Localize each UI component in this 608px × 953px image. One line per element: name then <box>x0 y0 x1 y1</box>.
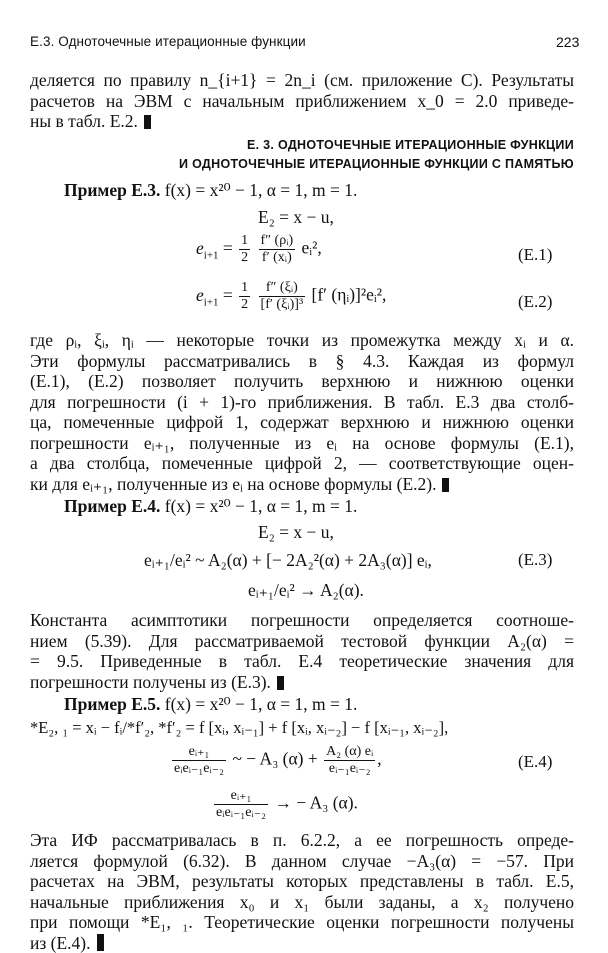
example-e3-paragraph <box>30 330 574 494</box>
equation-e2: $e_{i+1}$ = $\frac{1}{2}$ $\frac{\text{f″ (ξᵢ)}}{\text{[f′ (ξᵢ)]³}}$ [f′ (ηᵢ)]²eᵢ², <box>196 280 386 313</box>
equation-e2-definition: E₂ = x − u, <box>258 207 334 228</box>
equation-number: (Е.3) <box>518 550 552 570</box>
running-header-title: Е.3. Одноточечные итерационные функции <box>30 34 306 49</box>
text-line: ца, помеченные цифрой 1, содержат верхнюю и нижнюю оценки <box>30 412 574 433</box>
text-line: Константа асимптотики погрешности определяется соотноше- <box>30 610 574 631</box>
equation-number: (Е.1) <box>518 245 552 265</box>
text-line: где ρᵢ, ξᵢ, ηᵢ — некоторые точки из промежутка между xᵢ и α. <box>30 330 574 351</box>
text-line: из (Е.4). <box>30 933 574 953</box>
text-line: начальные приближения x₀ и x₁ были заданы, а x₂ получено <box>30 892 574 913</box>
text-line: погрешности eᵢ₊₁, полученные из eᵢ на основе формулы (Е.1), <box>30 433 574 454</box>
example-e5-paragraph <box>30 830 574 953</box>
example-e3-statement: Пример Е.3. f(x) = x²⁰ − 1, α = 1, m = 1. <box>64 180 357 201</box>
text-line: для погрешности (i + 1)-го приближения. В табл. Е.3 два столб- <box>30 392 574 413</box>
section-heading-line-2: И ОДНОТОЧЕЧНЫЕ ИТЕРАЦИОННЫЕ ФУНКЦИИ С ПАМЯТЬЮ <box>0 157 574 171</box>
end-of-proof-mark <box>144 115 151 129</box>
equation-e4-limit: $\frac{\text{eᵢ₊₁}}{\text{eᵢeᵢ₋₁eᵢ₋₂}}$ → − A₃ (α). <box>212 788 358 821</box>
text-line: нием (5.39). Для рассматриваемой тестовой функции A₂(α) = <box>30 631 574 652</box>
text-line: = 9.5. Приведенные в табл. Е.4 теоретические значения для <box>30 651 574 672</box>
end-of-proof-mark <box>442 478 449 492</box>
page-number: 223 <box>556 34 579 50</box>
example-e5-statement: Пример Е.5. f(x) = x²⁰ − 1, α = 1, m = 1. <box>64 694 357 715</box>
example-e4-paragraph <box>30 610 574 692</box>
text-line: расчетах на ЭВМ, результаты которых представлены в табл. Е.5, <box>30 871 574 892</box>
text-line: Эта ИФ рассматривалась в п. 6.2.2, а ее погрешность опреде- <box>30 830 574 851</box>
equation-number: (Е.2) <box>518 292 552 312</box>
text-line: Эти формулы рассматривались в § 4.3. Каждая из формул <box>30 351 574 372</box>
text-line: ны в табл. Е.2. <box>30 111 574 132</box>
text-line: при помощи *E₁, ₁. Теоретические оценки погрешности получены <box>30 912 574 933</box>
text-line: деляется по правилу n_{i+1} = 2n_i (см. приложение С). Результаты <box>30 70 574 91</box>
equation-e3: eᵢ₊₁/eᵢ² ~ A₂(α) + [− 2A₂²(α) + 2A₃(α)] eᵢ, <box>144 550 432 571</box>
intro-paragraph <box>30 70 574 132</box>
text-line: а два столбца, помеченные цифрой 2, — соответствующие оцен- <box>30 453 574 474</box>
text-line: расчетов на ЭВМ с начальным приближением x_0 = 2.0 приведе- <box>30 91 574 112</box>
text-line: (Е.1), (Е.2) позволяет получить верхнюю и нижнюю оценки <box>30 371 574 392</box>
text-line: погрешности получены из (Е.3). <box>30 672 574 693</box>
end-of-proof-mark <box>97 934 104 951</box>
text-line: ки для eᵢ₊₁, полученные из eᵢ на основе формулы (Е.2). <box>30 474 574 495</box>
equation-e4: $\frac{\text{eᵢ₊₁}}{\text{eᵢeᵢ₋₁eᵢ₋₂}}$ ~ − A₃ (α) + $\frac{\text{A₂ (α) eᵢ}}{\text{eᵢ₋₁eᵢ₋₂}}$ , <box>170 744 382 777</box>
section-heading-line-1: Е. 3. ОДНОТОЧЕЧНЫЕ ИТЕРАЦИОННЫЕ ФУНКЦИИ <box>0 138 574 152</box>
equation-e1: $e_{i+1}$ = $\frac{1}{2}$ $\frac{\text{f″ (ρᵢ)}}{\text{f′ (xᵢ)}}$ eᵢ², <box>196 233 322 266</box>
example-e4-statement: Пример Е.4. f(x) = x²⁰ − 1, α = 1, m = 1. <box>64 496 357 517</box>
equation-e3-limit: eᵢ₊₁/eᵢ² → A₂(α). <box>248 580 364 601</box>
equation-number: (Е.4) <box>518 752 552 772</box>
end-of-proof-mark <box>277 676 284 690</box>
equation-e2-definition: E₂ = x − u, <box>258 522 334 543</box>
text-line: ляется формулой (6.32). В данном случае −A₃(α) = −57. При <box>30 851 574 872</box>
equation-e21-definition: *E₂, ₁ = xᵢ − fᵢ/*f′₂, *f′₂ = f [xᵢ, xᵢ₋₁] + f [xᵢ, xᵢ₋₂] − f [xᵢ₋₁, xᵢ₋₂], <box>30 718 448 738</box>
